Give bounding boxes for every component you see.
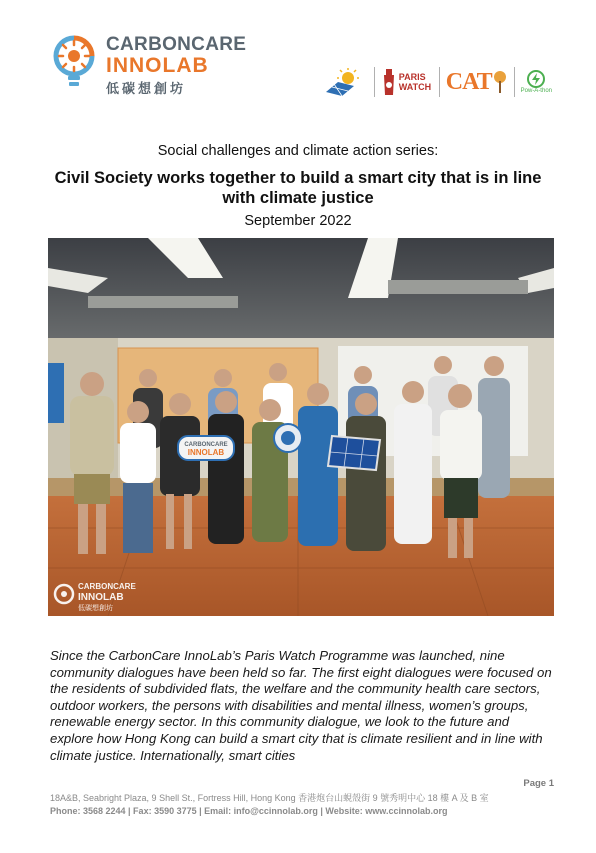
- globe-mascot-prop: [274, 424, 302, 452]
- sun-solar-logo-icon: [322, 66, 368, 98]
- cat-logo-icon: CAT: [445, 68, 492, 95]
- innolab-sign-line1: CARBONCARE: [184, 442, 228, 448]
- body-paragraph: Since the CarbonCare InnoLab’s Paris Watch Programme was launched, nine community dialogues have been held so far. The first eight dialogues were focused on the residents of subdivided flats, the welfare and the community health care sectors, outdoor workers, the persons with disabilities and mental illness, women’s groups, renewable energy sector. In this community dialogue, we look to the future and explore how Hong Kong can build a smart city that is climate resilient and in line with climate justice. Internationally, smart cities: [50, 648, 552, 763]
- watermark-line3: 低碳想創坊: [78, 604, 113, 612]
- carboncare-innolab-logo: [50, 32, 247, 96]
- paris-watch-logo-icon: [381, 67, 397, 97]
- series-subtitle: Social challenges and climate action series:: [157, 143, 439, 159]
- partner-logo-power-a-thon: [515, 65, 558, 99]
- partner-logo-cat: [440, 65, 514, 99]
- logo-text-innolab: INNOLAB: [106, 54, 209, 77]
- watermark-line1: CARBONCARE: [78, 582, 136, 591]
- logo-text-chinese: 低碳想創坊: [106, 81, 187, 96]
- footer-address: 18A&B, Seabright Plaza, 9 Shell St., Fortress Hill, Hong Kong 香港炮台山蜆殼街 9 號秀明中心 18 樓 A 及 B 室: [50, 793, 489, 803]
- document-date: September 2022: [244, 213, 352, 229]
- partner-logos: [316, 64, 558, 100]
- group-photo-illustration: [48, 238, 554, 616]
- watermark-line2: INNOLAB: [78, 592, 124, 603]
- document-title: Civil Society works together to build a smart city that is in line with climate justice: [54, 169, 542, 207]
- logo-text-carboncare: CARBONCARE: [106, 34, 247, 55]
- page-number: Page 1: [523, 778, 554, 789]
- group-photo: [48, 238, 554, 616]
- footer-contact: Phone: 3568 2244 | Fax: 3590 3775 | Email: info@ccinnolab.org | Website: www.ccinnolab.org: [50, 806, 448, 816]
- innolab-sign-line2: INNOLAB: [187, 448, 225, 457]
- power-a-thon-logo-icon: [526, 70, 546, 88]
- paris-watch-logo-text: PARIS WATCH: [398, 72, 432, 92]
- partner-logo-solar: [316, 65, 374, 99]
- solar-panel-prop: [328, 436, 380, 470]
- tree-icon: [492, 69, 508, 95]
- innolab-sign-prop: [178, 436, 234, 460]
- power-a-thon-logo-text: Pow-A-thon: [520, 88, 552, 94]
- lightbulb-logo-icon: [50, 32, 98, 96]
- partner-logo-paris-watch: [375, 65, 439, 99]
